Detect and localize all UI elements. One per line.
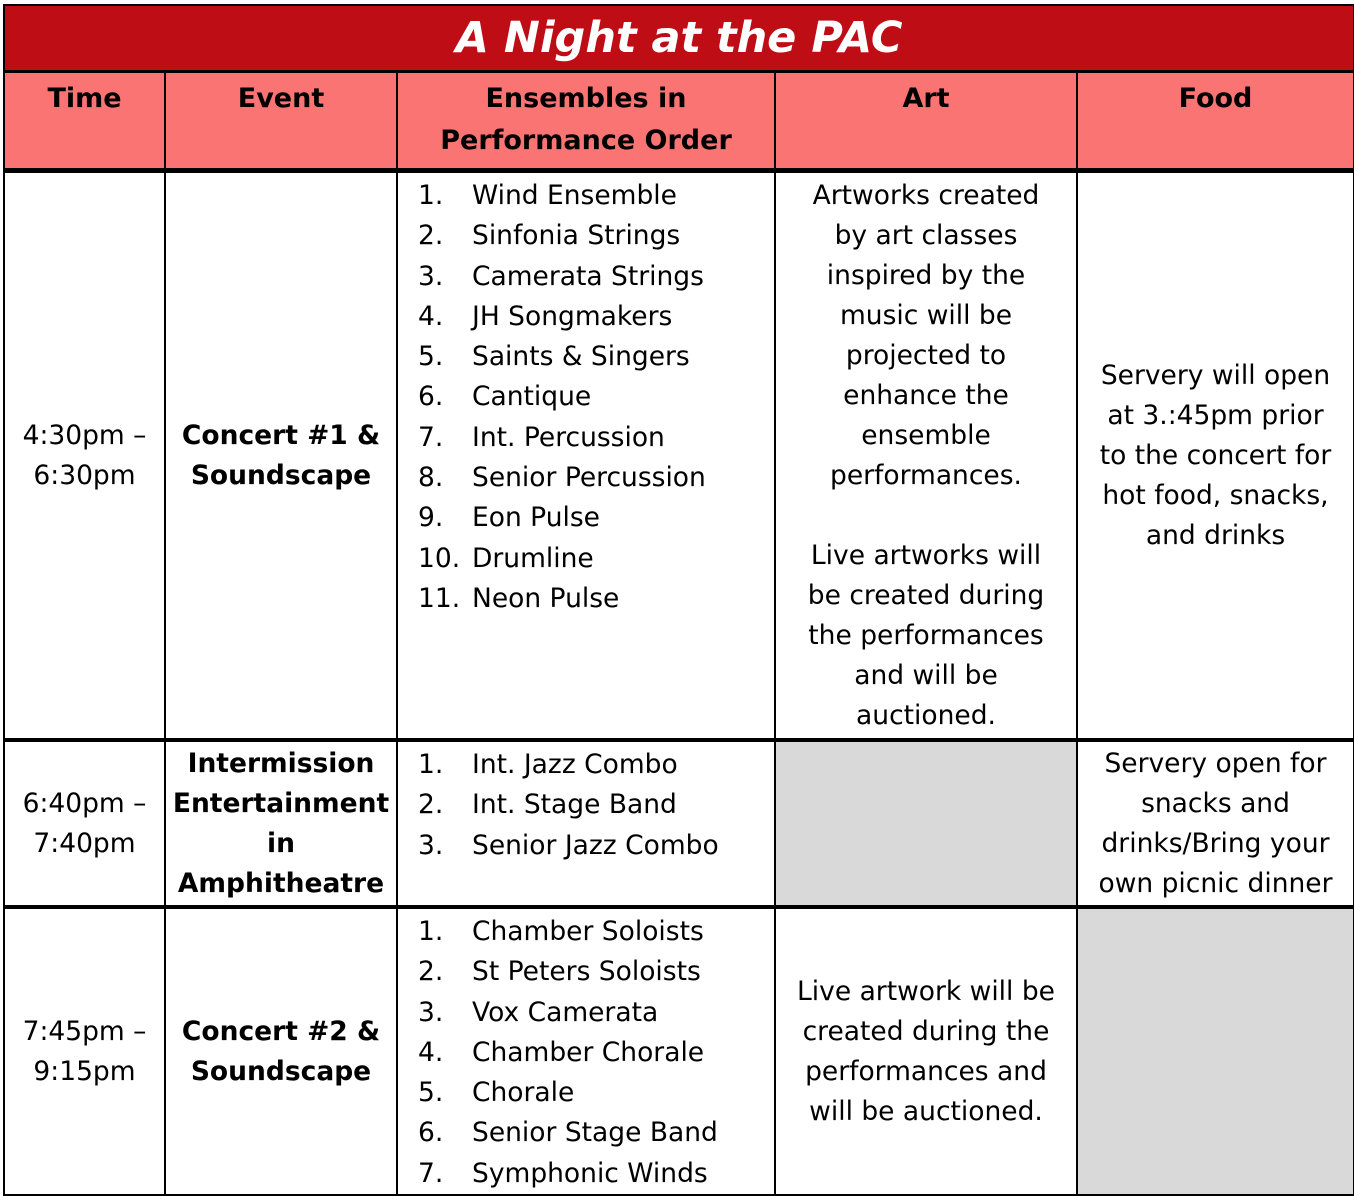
header-event: Event — [165, 72, 397, 171]
ensemble-name: Wind Ensemble — [472, 180, 677, 211]
list-item — [418, 1033, 774, 1073]
list-number: 6. — [418, 381, 444, 413]
list-item — [418, 498, 774, 538]
art-cell — [775, 171, 1077, 741]
art-line: enhance the — [843, 380, 1009, 411]
time-cell — [4, 740, 165, 907]
list-item — [418, 216, 774, 256]
food-line: snacks and — [1141, 787, 1290, 819]
list-number: 2. — [418, 220, 444, 252]
list-number: 8. — [418, 462, 444, 494]
event-line: Intermission — [187, 747, 375, 779]
event-line: Concert #1 & — [181, 419, 381, 451]
ensemble-name: Chorale — [472, 1077, 575, 1109]
food-line: and drinks — [1145, 519, 1286, 551]
event-cell — [165, 907, 397, 1195]
event-cell — [165, 740, 397, 907]
event-line: Soundscape — [190, 1055, 372, 1087]
food-cell — [1077, 171, 1354, 741]
list-number: 10. — [418, 542, 461, 574]
art-line: projected to — [845, 340, 1007, 371]
art-line: will be auctioned. — [809, 1095, 1043, 1127]
list-item — [418, 952, 774, 992]
time-cell — [4, 907, 165, 1195]
art-line: the performances — [808, 620, 1044, 651]
list-item — [418, 912, 774, 952]
list-item — [418, 377, 774, 417]
paragraph-gap — [776, 496, 1076, 536]
ensemble-name: Neon Pulse — [472, 582, 620, 614]
header-ensembles — [397, 72, 775, 171]
list-number: 7. — [418, 1157, 444, 1189]
table-row — [4, 171, 1354, 741]
food-cell-empty — [1077, 907, 1354, 1195]
list-item — [418, 745, 774, 785]
time-line: 9:15pm — [33, 1055, 136, 1087]
ensemble-name: JH Songmakers — [472, 300, 673, 332]
list-item — [418, 993, 774, 1033]
art-line: by art classes — [834, 220, 1018, 251]
header-time: Time — [4, 72, 165, 171]
list-item — [418, 257, 774, 297]
list-number: 6. — [418, 1117, 444, 1149]
ensemble-name: Vox Camerata — [472, 996, 659, 1028]
art-line: performances. — [830, 460, 1022, 491]
list-item — [418, 826, 774, 866]
art-line: Artworks created — [812, 180, 1040, 211]
art-line: Live artworks will — [810, 540, 1042, 571]
list-number: 3. — [418, 829, 444, 861]
event-cell — [165, 171, 397, 741]
art-line: ensemble — [861, 420, 991, 451]
art-line: created during the — [802, 1015, 1050, 1047]
ensemble-name: Camerata Strings — [472, 260, 704, 292]
time-line: 6:40pm – — [22, 787, 147, 819]
list-number: 1. — [418, 180, 444, 211]
list-number: 3. — [418, 996, 444, 1028]
list-item — [418, 297, 774, 337]
ensemble-name: Int. Stage Band — [472, 789, 677, 821]
header-art: Art — [775, 72, 1077, 171]
list-item — [418, 1113, 774, 1153]
event-line: Concert #2 & — [181, 1015, 381, 1047]
ensembles-cell — [397, 907, 775, 1195]
art-line: performances and — [805, 1055, 1047, 1087]
page-title: A Night at the PAC — [4, 5, 1354, 72]
art-cell-empty — [775, 740, 1077, 907]
ensemble-name: St Peters Soloists — [472, 956, 701, 988]
list-item — [418, 539, 774, 579]
column-header-row — [4, 72, 1354, 171]
event-line: Soundscape — [190, 459, 372, 491]
time-line: 4:30pm – — [22, 419, 147, 451]
event-line: Entertainment — [172, 787, 390, 819]
event-line: in — [267, 827, 295, 859]
time-line: 7:40pm — [33, 827, 136, 859]
header-ensembles-line: Ensembles in — [485, 83, 687, 114]
list-number: 4. — [418, 1036, 444, 1068]
art-line: auctioned. — [856, 700, 996, 731]
ensemble-name: Drumline — [472, 542, 594, 574]
time-line: 7:45pm – — [22, 1015, 147, 1047]
ensemble-name: Symphonic Winds — [472, 1157, 708, 1189]
ensemble-name: Senior Stage Band — [472, 1117, 718, 1149]
list-number: 2. — [418, 789, 444, 821]
list-number: 5. — [418, 1077, 444, 1109]
food-line: hot food, snacks, — [1102, 479, 1329, 511]
list-item — [418, 418, 774, 458]
art-line: be created during — [807, 580, 1045, 611]
ensembles-cell — [397, 171, 775, 741]
header-food: Food — [1077, 72, 1354, 171]
list-number: 4. — [418, 300, 444, 332]
ensemble-list — [398, 745, 774, 866]
ensemble-name: Chamber Soloists — [472, 916, 704, 947]
art-line: Live artwork will be — [797, 975, 1055, 1007]
food-line: at 3.:45pm prior — [1107, 399, 1324, 431]
list-number: 1. — [418, 916, 444, 947]
list-number: 9. — [418, 502, 444, 534]
list-number: 5. — [418, 341, 444, 373]
table-row — [4, 740, 1354, 907]
ensemble-name: Senior Percussion — [472, 462, 706, 494]
ensemble-name: Senior Jazz Combo — [472, 829, 719, 861]
ensemble-list — [398, 912, 774, 1194]
art-line: and will be — [854, 660, 998, 691]
ensemble-list — [398, 176, 774, 619]
ensemble-name: Cantique — [472, 381, 592, 413]
list-number: 2. — [418, 956, 444, 988]
food-line: Servery open for — [1104, 747, 1327, 779]
art-line: music will be — [839, 300, 1013, 331]
food-cell — [1077, 740, 1354, 907]
header-ensembles-line: Performance Order — [440, 125, 732, 156]
list-number: 1. — [418, 749, 444, 780]
ensemble-name: Sinfonia Strings — [472, 220, 681, 252]
list-item — [418, 337, 774, 377]
ensemble-name: Eon Pulse — [472, 502, 600, 534]
time-line: 6:30pm — [33, 459, 136, 491]
art-cell — [775, 907, 1077, 1195]
ensembles-cell — [397, 740, 775, 907]
food-line: Servery will open — [1100, 359, 1331, 391]
list-item — [418, 785, 774, 825]
art-line: inspired by the — [826, 260, 1026, 291]
list-number: 11. — [418, 582, 461, 614]
schedule-table — [3, 4, 1354, 1196]
ensemble-name: Chamber Chorale — [472, 1036, 705, 1068]
ensemble-name: Int. Percussion — [472, 421, 665, 453]
time-cell — [4, 171, 165, 741]
event-line: Amphitheatre — [177, 867, 385, 899]
list-item — [418, 176, 774, 216]
list-item — [418, 1073, 774, 1113]
list-item — [418, 1154, 774, 1194]
food-line: drinks/Bring your — [1101, 827, 1330, 859]
table-row — [4, 907, 1354, 1195]
ensemble-name: Saints & Singers — [472, 341, 690, 373]
food-line: own picnic dinner — [1098, 867, 1333, 899]
list-number: 7. — [418, 421, 444, 453]
list-number: 3. — [418, 260, 444, 292]
food-line: to the concert for — [1099, 439, 1332, 471]
list-item — [418, 458, 774, 498]
ensemble-name: Int. Jazz Combo — [472, 749, 678, 780]
list-item — [418, 579, 774, 619]
